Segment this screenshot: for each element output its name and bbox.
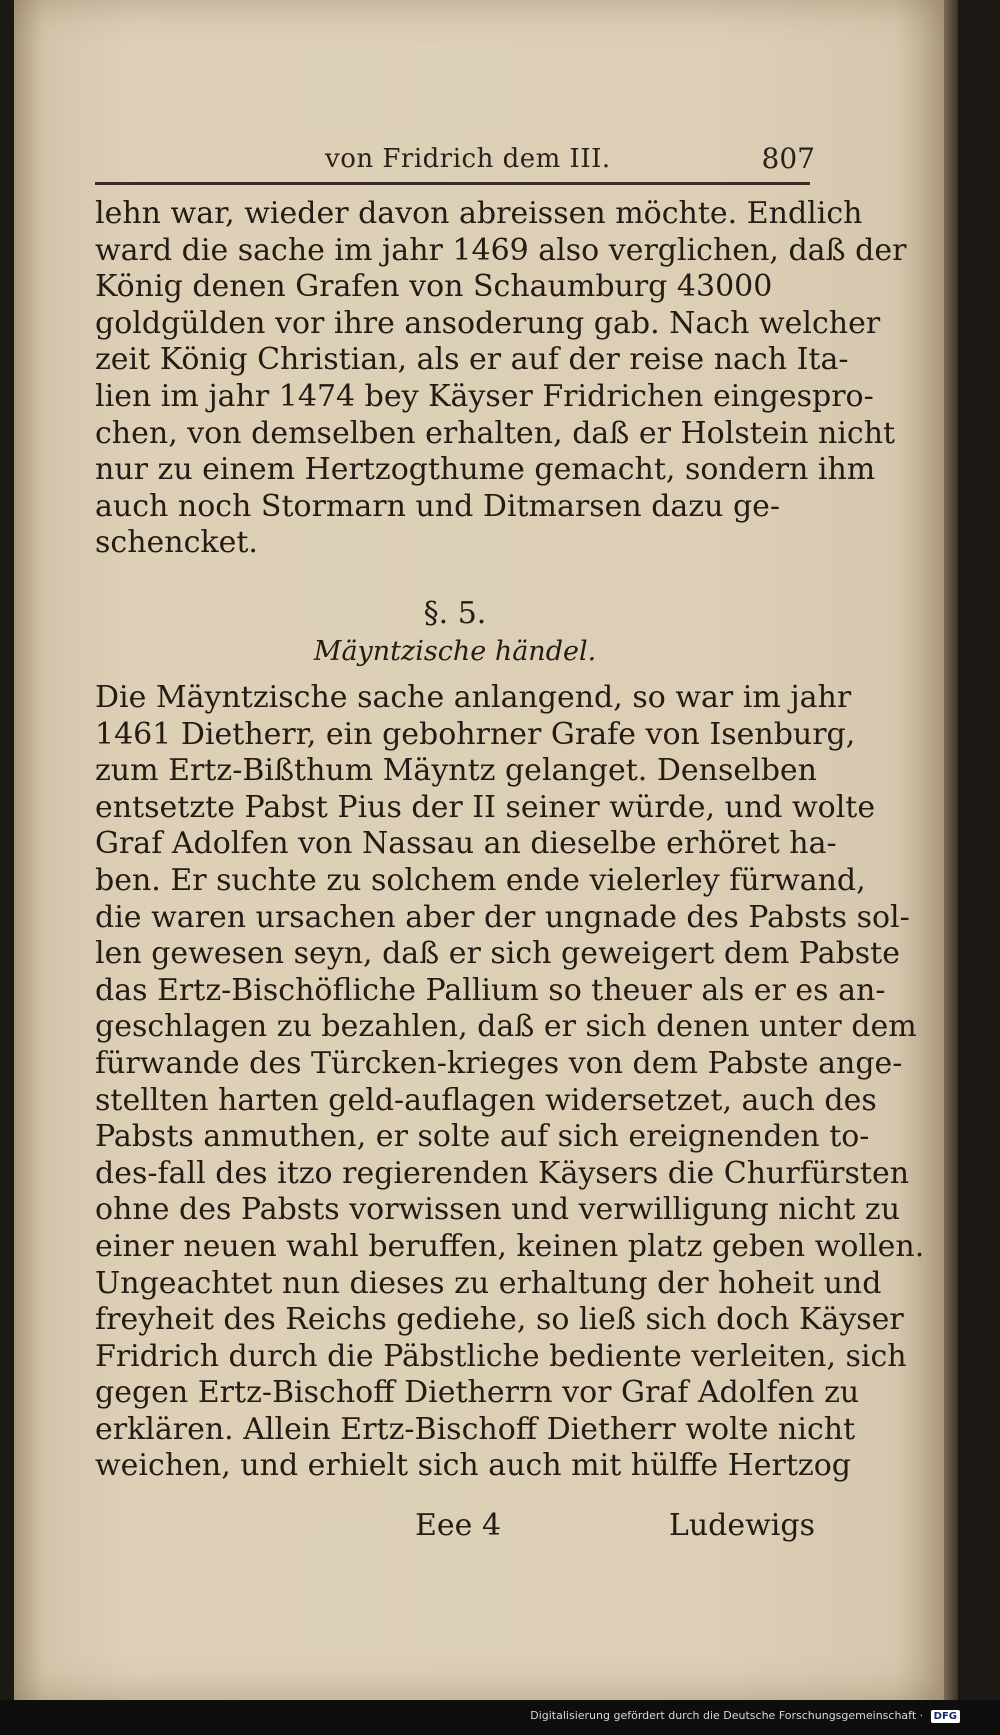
text-line: Pabsts anmuthen, er solte auf sich ereignenden to- [95,1119,870,1155]
text-line: geschlagen zu bezahlen, daß er sich denen unter dem [95,1009,917,1045]
text-line: ohne des Pabsts vorwissen und verwilligung nicht zu [95,1192,901,1228]
page-header [95,140,815,180]
text-line: lien im jahr 1474 bey Käyser Fridrichen eingespro- [95,378,874,414]
text-line: gegen Ertz-Bischoff Dietherrn vor Graf Adolfen zu [95,1375,860,1411]
header-rule [95,182,810,185]
text-line: weichen, und erhielt sich auch mit hülffe Hertzog [95,1448,852,1484]
text-line: des-fall des itzo regierenden Käysers die Churfürsten [95,1155,910,1191]
text-line: lehn war, wieder davon abreissen möchte. Endlich [95,196,863,231]
text-line: goldgülden vor ihre ansoderung gab. Nach welcher [95,305,881,341]
text-line: ben. Er suchte zu solchem ende vielerley fürwand, [95,862,866,898]
text-line: Ungeachtet nun dieses zu erhaltung der hoheit und [95,1265,882,1301]
credit-text: Digitalisierung gefördert durch die Deutsche Forschungsgemeinschaft · [530,1709,924,1722]
text-line: auch noch Stormarn und Ditmarsen dazu ge- [95,488,781,524]
text-line: das Ertz-Bischöfliche Pallium so theuer als er es an- [95,972,886,1008]
paragraph-2 [95,680,925,1485]
text-line: erklären. Allein Ertz-Bischoff Dietherr wolte nicht [95,1411,856,1447]
text-line: die waren ursachen aber der ungnade des Pabsts sol- [95,899,910,935]
section-number: §. 5. [423,596,487,631]
text-line: nur zu einem Hertzogthume gemacht, sondern ihm [95,452,876,488]
signature-mark: Eee 4 [415,1508,502,1543]
text-line: 1461 Dietherr, ein gebohrner Grafe von Isenburg, [95,716,856,752]
page-number: 807 [761,142,815,175]
text-line: freyheit des Reichs gediehe, so ließ sich doch Käyser [95,1302,904,1338]
dfg-logo: DFG [931,1710,960,1723]
text-line: schencket. [95,525,258,561]
page-footer [95,1508,815,1548]
section-title: Mäyntzische händel. [313,636,597,667]
text-line: einer neuen wahl beruffen, keinen platz geben wollen. [95,1228,925,1264]
text-line: zum Ertz-Bißthum Mäyntz gelanget. Denselben [95,753,817,789]
catchword: Ludewigs [668,1508,815,1543]
digitization-credit [530,1709,960,1723]
running-head: von Fridrich dem III. [325,144,611,174]
text-line: fürwande des Türcken-krieges von dem Pabste ange- [95,1045,903,1081]
text-line: entsetzte Pabst Pius der II seiner würde, und wolte [95,789,876,825]
text-line: chen, von demselben erhalten, daß er Holstein nicht [95,415,896,451]
text-line: König denen Grafen von Schaumburg 43000 [95,269,773,305]
text-line: ward die sache im jahr 1469 also verglichen, daß der [95,232,907,268]
text-line: zeit König Christian, als er auf der reise nach Ita- [95,342,849,378]
text-line: len gewesen seyn, daß er sich geweigert dem Pabste [95,936,900,972]
text-line: Die Mäyntzische sache anlangend, so war im jahr [95,680,852,715]
text-line: Graf Adolfen von Nassau an dieselbe erhöret ha- [95,826,837,862]
paragraph-1 [95,196,907,562]
text-line: Fridrich durch die Päbstliche bediente verleiten, sich [95,1338,907,1374]
text-line: stellten harten geld-auflagen widersetzet, auch des [95,1082,877,1118]
page-edge [944,0,958,1700]
